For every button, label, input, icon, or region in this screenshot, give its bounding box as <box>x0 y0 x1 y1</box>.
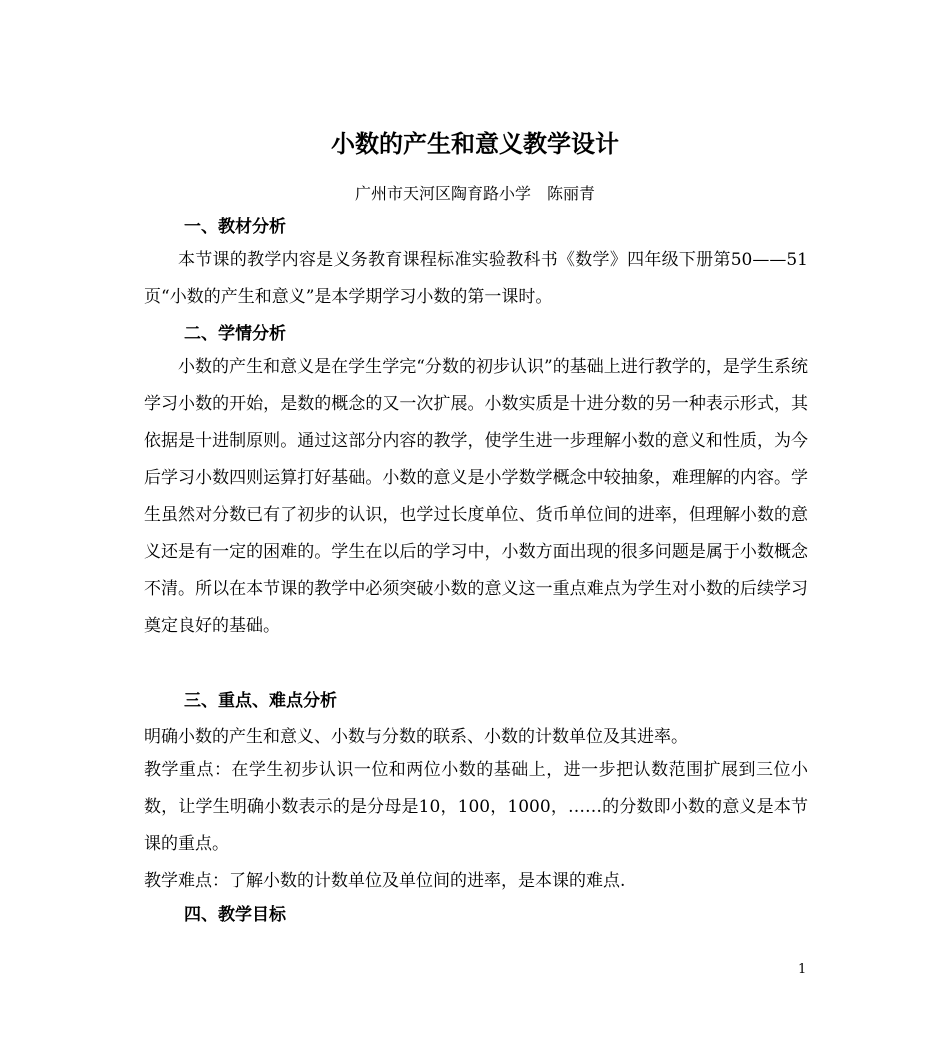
section-heading-4: 四、教学目标 <box>184 905 286 925</box>
paragraph-student-analysis: 小数的产生和意义是在学生学完“分数的初步认识”的基础上进行教学的，是学生系统学习小数的开始，是数的概念的又一次扩展。小数实质是十进分数的另一种表示形式，其依据是十进制原则。通过这部分内容的教学，使学生进一步理解小数的意义和性质，为今后学习小数四则运算打好基础。小数的意义是小学数学概念中较抽象，难理解的内容。学生虽然对分数已有了初步的认识，也学过长度单位、货币单位间的进率，但理解小数的意义还是有一定的困难的。学生在以后的学习中，小数方面出现的很多问题是属于小数概念不清。所以在本节课的教学中必须突破小数的意义这一重点难点为学生对小数的后续学习奠定良好的基础。 <box>144 357 808 636</box>
author-line: 广州市天河区陶育路小学 陈丽青 <box>354 184 595 203</box>
section-heading-2: 二、学情分析 <box>184 324 286 344</box>
page-number: 1 <box>798 962 807 977</box>
document-title: 小数的产生和意义教学设计 <box>331 130 619 158</box>
paragraph-teaching-difficulty: 教学难点：了解小数的计数单位及单位间的进率，是本课的难点. <box>144 871 626 891</box>
section-heading-1: 一、教材分析 <box>184 217 286 237</box>
paragraph-key-points-summary: 明确小数的产生和意义、小数与分数的联系、小数的计数单位及其进率。 <box>144 727 688 747</box>
paragraph-teaching-focus: 教学重点：在学生初步认识一位和两位小数的基础上，进一步把认数范围扩展到三位小数，让学生明确小数表示的是分母是10，100，1000，……的分数即小数的意义是本节课的重点。 <box>144 760 808 854</box>
section-heading-3: 三、重点、难点分析 <box>184 691 337 711</box>
paragraph-textbook-analysis: 本节课的教学内容是义务教育课程标准实验教科书《数学》四年级下册第50——51页“小数的产生和意义”是本学期学习小数的第一课时。 <box>144 250 808 307</box>
